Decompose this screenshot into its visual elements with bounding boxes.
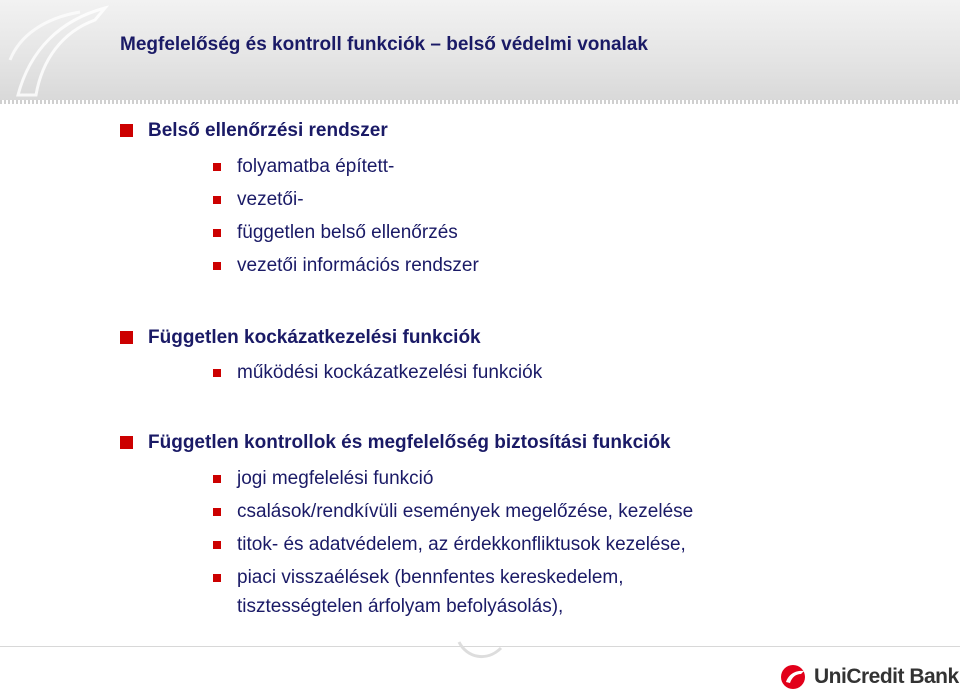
- item-bullet-icon: [213, 163, 221, 171]
- section-bullet-icon: [120, 124, 133, 137]
- list-item: jogi megfelelési funkció: [237, 468, 434, 489]
- list-item: titok- és adatvédelem, az érdekkonfliktusok kezelése,: [237, 534, 686, 555]
- list-item: csalások/rendkívüli események megelőzése, kezelése: [237, 501, 694, 522]
- section-heading: Független kontrollok és megfelelőség biztosítási funkciók: [148, 432, 671, 453]
- list-item: működési kockázatkezelési funkciók: [237, 362, 543, 383]
- item-bullet-icon: [213, 541, 221, 549]
- unicredit-logo-icon: [780, 664, 810, 690]
- decorative-swoosh-icon: [455, 636, 505, 666]
- list-item: vezetői információs rendszer: [237, 255, 479, 276]
- section-heading: Belső ellenőrzési rendszer: [148, 120, 388, 141]
- item-bullet-icon: [213, 262, 221, 270]
- item-bullet-icon: [213, 229, 221, 237]
- list-item: független belső ellenőrzés: [237, 222, 458, 243]
- section-bullet-icon: [120, 436, 133, 449]
- decorative-swoosh-icon: [0, 0, 110, 100]
- item-bullet-icon: [213, 574, 221, 582]
- logo-text: UniCredit Bank: [814, 665, 959, 688]
- section-heading: Független kockázatkezelési funkciók: [148, 327, 481, 348]
- list-item-continuation: tisztességtelen árfolyam befolyásolás),: [237, 596, 564, 617]
- page-title: Megfelelőség és kontroll funkciók – belső védelmi vonalak: [120, 34, 648, 55]
- unicredit-logo: [780, 664, 959, 690]
- list-item: piaci visszaélések (bennfentes kereskedelem,: [237, 567, 624, 588]
- section-bullet-icon: [120, 331, 133, 344]
- list-item: folyamatba épített-: [237, 156, 395, 177]
- title-divider: [0, 100, 960, 104]
- title-bar: [0, 0, 960, 100]
- item-bullet-icon: [213, 369, 221, 377]
- item-bullet-icon: [213, 508, 221, 516]
- item-bullet-icon: [213, 196, 221, 204]
- list-item: vezetői-: [237, 189, 304, 210]
- item-bullet-icon: [213, 475, 221, 483]
